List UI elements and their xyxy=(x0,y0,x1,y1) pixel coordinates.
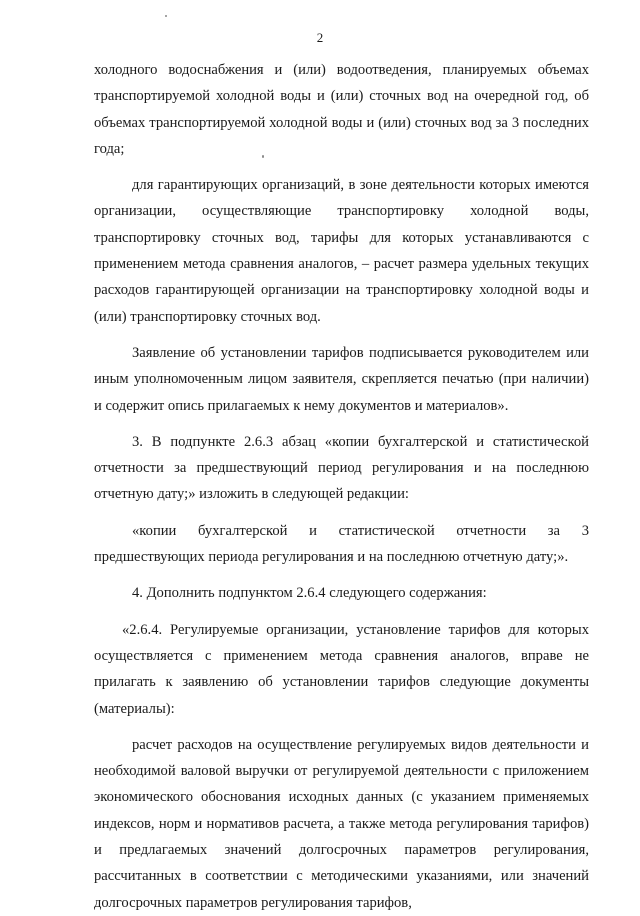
paragraph: Заявление об установлении тарифов подписывается руководителем или иным уполномоченным лицом заявителя, скрепляется печатью (при наличии) и содержит опись прилагаемых к нему документов и материалов». xyxy=(94,344,589,414)
paragraph: расчет расходов на осуществление регулируемых видов деятельности и необходимой валовой выручки от регулируемой деятельности с приложением экономического обоснования исходных данных (с указанием применяемых индексов, норм и нормативов расчета, а также метода регулирования тарифов) и предлагаемых значений долгосрочных параметров регулирования, рассчитанных в соответствии с методическими указаниями, или значений долгосрочных параметров регулирования тарифов, xyxy=(94,736,589,911)
paragraph: 3. В подпункте 2.6.3 абзац «копии бухгалтерской и статистической отчетности за предшествующий период регулирования и на последнюю отчетную дату;» изложить в следующей редакции: xyxy=(94,433,589,503)
page-number: 2 xyxy=(316,30,324,45)
paragraph: холодного водоснабжения и (или) водоотведения, планируемых объемах транспортируемой холодной воды и (или) сточных вод на очередной год, об объемах транспортируемой холодной воды и (или) сточных вод за 3 последних года; xyxy=(94,62,589,157)
paragraph: 4. Дополнить подпунктом 2.6.4 следующего содержания: xyxy=(132,585,487,602)
paragraph: «копии бухгалтерской и статистической отчетности за 3 предшествующих периода регулирования и на последнюю отчетную дату;». xyxy=(94,522,589,566)
paragraph: «2.6.4. Регулируемые организации, установление тарифов для которых осуществляется с применением метода сравнения аналогов, вправе не прилагать к заявлению об установлении тарифов следующие документы (материалы): xyxy=(94,621,589,717)
document-body xyxy=(94,57,589,916)
paragraph: для гарантирующих организаций, в зоне деятельности которых имеются организации, осуществляющие транспортировку холодной воды, транспортировку сточных вод, тарифы для которых устанавливаются с применением метода сравнения аналогов, – расчет размера удельных текущих расходов гарантирующей организации на транспортировку холодной воды и (или) транспортировку сточных вод. xyxy=(94,177,589,325)
scan-speck xyxy=(165,15,167,17)
